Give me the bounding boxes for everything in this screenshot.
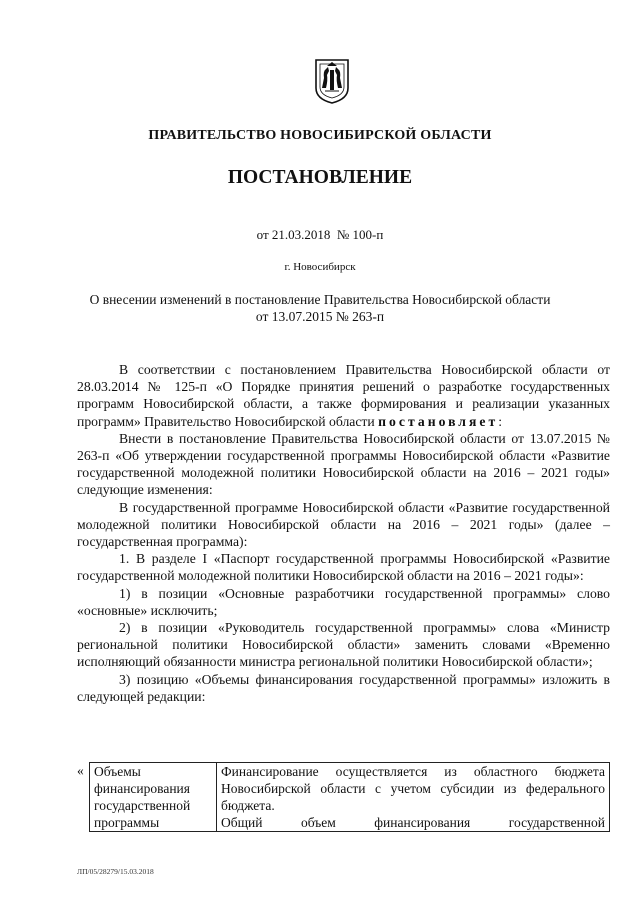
preamble-tail: :: [498, 413, 503, 429]
date-number: от 21.03.2018 № 100-п: [256, 227, 384, 242]
table-cell-text: Финансирование осуществляется из областного бюджета Новосибирской области с учетом субсидии из федерального бюджета.: [221, 764, 605, 813]
table-cell-label: Объемы финансирования государственной программы: [90, 763, 217, 832]
paragraph-item-3: 3) позицию «Объемы финансирования государственной программы» изложить в следующей редакции:: [77, 671, 610, 704]
paragraph-section-1: 1. В разделе I «Паспорт государственной программы Новосибирской «Развитие государственной молодежной политики Новосибирской области на 2016 – 2021 годы»:: [77, 551, 610, 584]
novosibirsk-coat-of-arms-icon: [313, 58, 351, 104]
table-cell-value: [217, 763, 610, 832]
preamble-emphasis: постановляет: [378, 413, 499, 429]
table-row: [90, 763, 610, 832]
funding-table: [89, 762, 610, 832]
document-body: [77, 361, 610, 705]
city: г. Новосибирск: [284, 261, 356, 273]
document-code: ЛП/05/28279/15.03.2018: [77, 867, 154, 876]
opening-quote: «: [77, 763, 84, 778]
paragraph-amend: Внести в постановление Правительства Новосибирской области от 13.07.2015 № 263-п «Об утверждении государственной программы Новосибирской области «Развитие государственной молодежной политики Новосибирской области на 2016 – 2021 годы» следующие изменения:: [77, 430, 610, 498]
paragraph-item-2: 2) в позиции «Руководитель государственной программы» слова «Министр региональной политики Новосибирской области» заменить словами «Временно исполняющий обязанности министра региональной политики Новосибирской области»;: [77, 620, 610, 670]
preamble-text: В соответствии с постановлением Правительства Новосибирской области от 28.03.2014 № 125-п «О Порядке принятия решений о разработке государственных программ Новосибирской области, а также формирования и реализации указанных программ» Правительство Новосибирской области: [77, 362, 610, 429]
paragraph-program: В государственной программе Новосибирской области «Развитие государственной молодежной политики Новосибирской области на 2016 – 2021 годы» (далее – государственная программа):: [77, 499, 610, 550]
subject-heading: [0, 291, 640, 325]
document-type: ПОСТАНОВЛЕНИЕ: [227, 167, 413, 188]
paragraph-preamble: [77, 361, 610, 430]
subject-line-2: от 13.07.2015 № 263-п: [255, 309, 385, 324]
government-title: ПРАВИТЕЛЬСТВО НОВОСИБИРСКОЙ ОБЛАСТИ: [148, 128, 492, 143]
subject-line-1: О внесении изменений в постановление Правительства Новосибирской области: [89, 292, 551, 307]
paragraph-item-1: 1) в позиции «Основные разработчики государственной программы» слово «основные» исключить;: [77, 585, 610, 618]
table-cell-text-cont: Общий объем финансирования государственной: [221, 815, 605, 830]
